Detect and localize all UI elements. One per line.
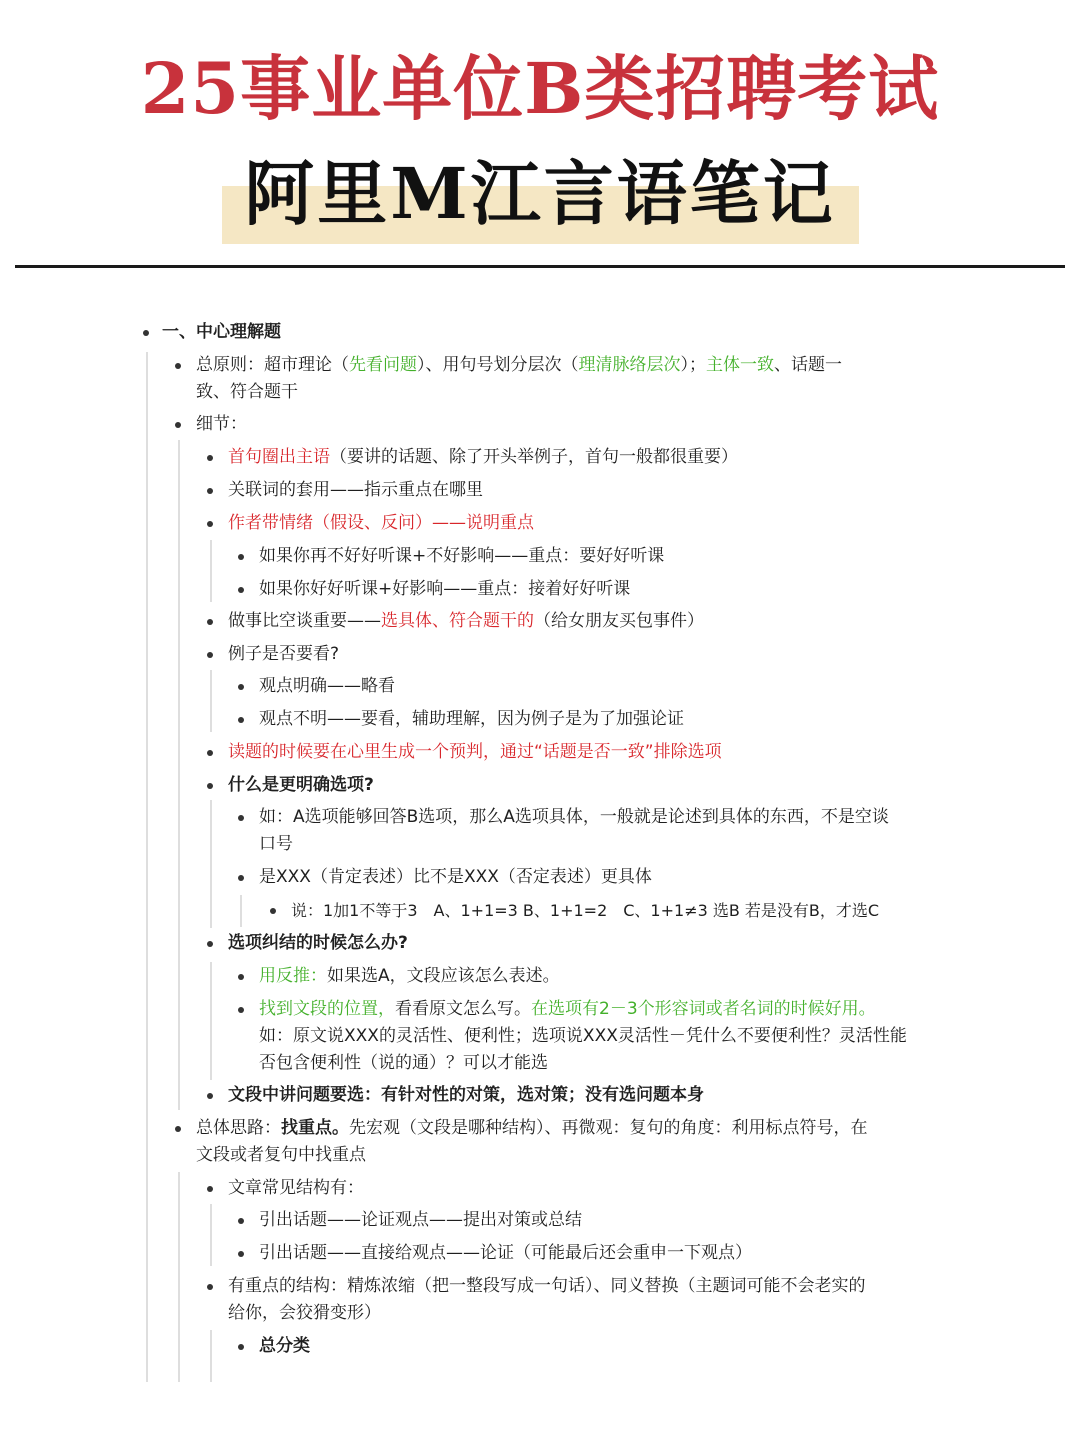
bullet-icon: [238, 587, 244, 593]
note-text: 作者带情绪（假设、反问）——说明重点: [228, 513, 534, 533]
indent-guide: [210, 800, 212, 928]
sub-title: 阿里M江言语笔记: [244, 152, 836, 235]
title-divider: [15, 265, 1065, 268]
bullet-icon: [238, 815, 244, 821]
note-text: 例子是否要看?: [228, 644, 340, 664]
section-heading: 一、中心理解题: [162, 322, 281, 342]
bullet-icon: [238, 554, 244, 560]
note-text: 引出话题——直接给观点——论证（可能最后还会重申一下观点）: [259, 1243, 752, 1263]
main-title: 25事业单位B类招聘考试: [140, 47, 940, 130]
note-text: 选项纠结的时候怎么办?: [228, 933, 408, 953]
note-text: 给你，会狡猾变形）: [228, 1303, 381, 1323]
note-text: 首句圈出主语: [228, 447, 330, 467]
bullet-icon: [238, 875, 244, 881]
bullet-icon: [207, 488, 213, 494]
indent-guide: [210, 670, 212, 732]
note-text: （要讲的话题、除了开头举例子，首句一般都很重要）: [330, 447, 738, 467]
note-text: 如果你好好听课+好影响——重点：接着好好听课: [259, 579, 631, 599]
bullet-icon: [207, 1186, 213, 1192]
bullet-icon: [207, 652, 213, 658]
note-text: 细节：: [196, 414, 247, 434]
note-text: 总原则：超市理论（: [196, 355, 349, 375]
note-text: 主体一致: [706, 355, 774, 375]
indent-guide: [240, 895, 242, 927]
bullet-icon: [207, 1093, 213, 1099]
note-text: 看看原文怎么写。: [395, 999, 531, 1019]
note-text: 找到文段的位置，: [259, 999, 395, 1019]
note-text: 观点明确——略看: [259, 676, 395, 696]
bullet-icon: [207, 521, 213, 527]
bullet-icon: [207, 750, 213, 756]
bullet-icon: [175, 422, 181, 428]
note-text: 先看问题: [349, 355, 417, 375]
indent-guide: [178, 440, 180, 1110]
note-text: 致、符合题干: [196, 382, 298, 402]
indent-guide: [210, 1330, 212, 1382]
indent-guide: [210, 962, 212, 1080]
note-text: 、话题一: [774, 355, 842, 375]
bullet-icon: [207, 783, 213, 789]
bullet-icon: [143, 330, 149, 336]
note-text: 总体思路：: [196, 1118, 281, 1138]
note-text: 如：A选项能够回答B选项，那么A选项具体，一般就是论述到具体的东西，不是空谈: [259, 807, 889, 827]
bullet-icon: [238, 717, 244, 723]
note-text: 文章常见结构有：: [228, 1178, 364, 1198]
bullet-icon: [207, 1284, 213, 1290]
note-text: 引出话题——论证观点——提出对策或总结: [259, 1210, 582, 1230]
note-text: 说：1加1不等于3 A、1+1=3 B、1+1=2 C、1+1≠3 选B 若是没有B，才选C: [291, 901, 880, 920]
note-text: 否包含便利性（说的通）？可以才能选: [259, 1053, 548, 1073]
note-text: 读题的时候要在心里生成一个预判，通过“话题是否一致”排除选项: [228, 742, 722, 762]
note-text: 如：原文说XXX的灵活性、便利性；选项说XXX灵活性－凭什么不要便利性？灵活性能: [259, 1026, 907, 1046]
note-text: 是XXX（肯定表述）比不是XXX（否定表述）更具体: [259, 867, 652, 887]
note-text: 理清脉络层次: [578, 355, 681, 375]
note-text: 先宏观（文段是哪种结构）、再微观：复句的角度：利用标点符号，在: [349, 1118, 868, 1138]
note-text: 有重点的结构：精炼浓缩（把一整段写成一句话）、同义替换（主题词可能不会老实的: [228, 1276, 866, 1296]
bullet-icon: [207, 941, 213, 947]
note-text: 关联词的套用——指示重点在哪里: [228, 480, 483, 500]
indent-guide: [146, 352, 148, 1382]
indent-guide: [210, 540, 212, 602]
bullet-icon: [238, 1007, 244, 1013]
note-text: 找重点。: [281, 1118, 349, 1138]
note-text: 什么是更明确选项?: [228, 775, 374, 795]
note-text: 文段或者复句中找重点: [196, 1145, 366, 1165]
bullet-icon: [238, 684, 244, 690]
note-text: 如果你再不好好听课+不好影响——重点：要好好听课: [259, 546, 665, 566]
note-text: 用反推：: [259, 966, 327, 986]
bullet-icon: [238, 974, 244, 980]
note-text: 在选项有2－3个形容词或者名词的时候好用。: [531, 999, 876, 1019]
bullet-icon: [238, 1251, 244, 1257]
note-text: 文段中讲问题要选：有针对性的对策，选对策；没有选问题本身: [228, 1085, 704, 1105]
bullet-icon: [207, 455, 213, 461]
bullet-icon: [270, 908, 276, 914]
bullet-icon: [238, 1344, 244, 1350]
note-text: 选具体、符合题干的: [381, 611, 534, 631]
note-text: 做事比空谈重要——: [228, 611, 381, 631]
note-text: 观点不明——要看，辅助理解，因为例子是为了加强论证: [259, 709, 684, 729]
note-text: 口号: [259, 834, 293, 854]
indent-guide: [210, 1204, 212, 1266]
note-text: ）、用句号划分层次（: [417, 355, 579, 375]
note-text: 如果选A，文段应该怎么表述。: [327, 966, 560, 986]
indent-guide: [178, 1172, 180, 1382]
bullet-icon: [238, 1218, 244, 1224]
note-text: （给女朋友买包事件）: [534, 611, 704, 631]
note-text: ）；: [680, 355, 706, 375]
note-text: 总分类: [259, 1336, 310, 1356]
bullet-icon: [207, 619, 213, 625]
bullet-icon: [175, 363, 181, 369]
bullet-icon: [175, 1126, 181, 1132]
